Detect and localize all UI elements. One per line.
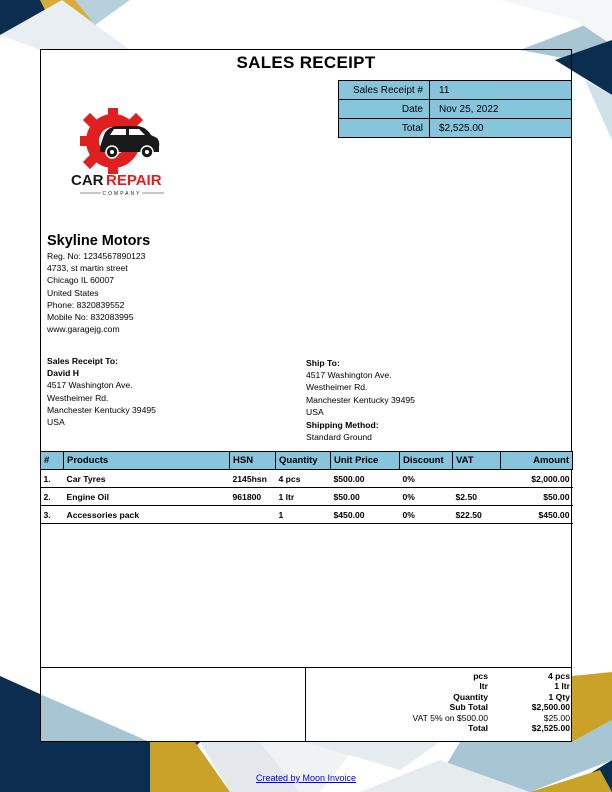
cell: 0%	[400, 506, 453, 524]
logo-word-car: CAR	[71, 172, 104, 189]
cell: $450.00	[501, 506, 573, 524]
items-table	[40, 451, 573, 524]
cell: 0%	[400, 470, 453, 488]
subtotal-label: Sub Total	[449, 702, 488, 713]
totals-value: 1 Qty	[548, 691, 570, 702]
ship-to-label: Ship To:	[306, 358, 340, 368]
meta-label: Date	[339, 100, 430, 119]
company-website: www.garagejg.com	[47, 324, 120, 335]
footer	[0, 773, 612, 783]
totals-value: 4 pcs	[548, 671, 570, 681]
company-reg: Reg. No: 1234567890123	[47, 251, 146, 261]
meta-row-number	[339, 81, 572, 100]
shipping-method: Standard Ground	[306, 432, 372, 443]
created-by-link[interactable]: Created by Moon Invoice	[255, 773, 357, 783]
totals-block	[380, 671, 570, 733]
totals-label: Quantity	[453, 691, 488, 702]
cell: $22.50	[453, 506, 501, 524]
totals-label: ltr	[479, 681, 488, 692]
company-mobile: Mobile No: 832083995	[47, 312, 134, 323]
table-row	[41, 470, 573, 488]
ship-to-country: USA	[306, 406, 324, 417]
ship-to-address: Manchester Kentucky 39495	[306, 394, 415, 405]
receipt-meta-table	[338, 80, 572, 138]
bill-to-label: Sales Receipt To:	[47, 356, 118, 366]
grand-total-label: Total	[468, 723, 488, 734]
receipt-total: $2,525.00	[430, 119, 572, 138]
cell: $500.00	[331, 470, 400, 488]
column-header: Quantity	[276, 452, 331, 470]
cell: 2.	[41, 488, 64, 506]
column-header: Products	[64, 452, 230, 470]
totals-row	[380, 713, 570, 723]
summary-divider	[40, 667, 572, 668]
page-title: SALES RECEIPT	[236, 53, 376, 72]
logo-word-company: COMPANY	[102, 191, 142, 197]
cell: 4 pcs	[276, 470, 331, 488]
column-header: VAT	[453, 452, 501, 470]
totals-row	[380, 692, 570, 702]
car-repair-logo	[66, 105, 181, 200]
logo-word-repair: REPAIR	[106, 172, 162, 189]
bill-to-name: David H	[47, 368, 79, 379]
company-info	[47, 233, 150, 335]
summary-vertical-divider	[305, 667, 306, 742]
subtotal-value: $2,500.00	[531, 702, 570, 713]
table-row	[41, 488, 573, 506]
totals-label: pcs	[473, 671, 488, 681]
vat-value: $25.00	[543, 712, 570, 723]
totals-value: 1 ltr	[554, 681, 570, 692]
bill-to-address: Westheimer Rd.	[47, 392, 109, 403]
cell: 1	[276, 506, 331, 524]
grand-total-value: $2,525.00	[531, 723, 570, 734]
company-country: United States	[47, 287, 99, 298]
cell: $2,000.00	[501, 470, 573, 488]
ship-to	[306, 357, 415, 443]
company-city: Chicago IL 60007	[47, 275, 115, 286]
meta-label: Total	[339, 119, 430, 138]
bill-to-address: 4517 Washington Ave.	[47, 380, 133, 391]
cell: 0%	[400, 488, 453, 506]
cell: 961800	[230, 488, 276, 506]
receipt-date: Nov 25, 2022	[430, 100, 572, 119]
totals-row	[380, 681, 570, 691]
meta-row-date	[339, 100, 572, 119]
bill-to-country: USA	[47, 417, 65, 428]
cell: 2145hsn	[230, 470, 276, 488]
cell: Engine Oil	[64, 488, 230, 506]
shipping-method-label: Shipping Method:	[306, 420, 379, 431]
ship-to-address: 4517 Washington Ave.	[306, 370, 392, 381]
column-header: HSN	[230, 452, 276, 470]
totals-row	[380, 671, 570, 681]
meta-label: Sales Receipt #	[339, 81, 430, 100]
cell	[453, 470, 501, 488]
receipt-number: 11	[430, 81, 572, 100]
company-name: Skyline Motors	[47, 233, 151, 249]
column-header: Amount	[501, 452, 573, 470]
ship-to-address: Westheimer Rd.	[306, 382, 368, 393]
cell: $2.50	[453, 488, 501, 506]
cell: Accessories pack	[64, 506, 230, 524]
cell: 3.	[41, 506, 64, 524]
company-phone: Phone: 8320839552	[47, 299, 125, 310]
table-row	[41, 506, 573, 524]
totals-row	[380, 702, 570, 712]
column-header: #	[41, 452, 64, 470]
bill-to-address: Manchester Kentucky 39495	[47, 404, 156, 415]
company-address: 4733, st martin street	[47, 263, 128, 274]
cell: 1.	[41, 470, 64, 488]
cell: 1 ltr	[276, 488, 331, 506]
cell	[230, 506, 276, 524]
column-header: Unit Price	[331, 452, 400, 470]
cell: $50.00	[501, 488, 573, 506]
meta-row-total	[339, 119, 572, 138]
column-header: Discount	[400, 452, 453, 470]
cell: $450.00	[331, 506, 400, 524]
vat-label: VAT 5% on $500.00	[412, 712, 488, 723]
totals-row	[380, 723, 570, 733]
cell: $50.00	[331, 488, 400, 506]
cell: Car Tyres	[64, 470, 230, 488]
bill-to	[47, 355, 156, 428]
items-header-row	[41, 452, 573, 470]
